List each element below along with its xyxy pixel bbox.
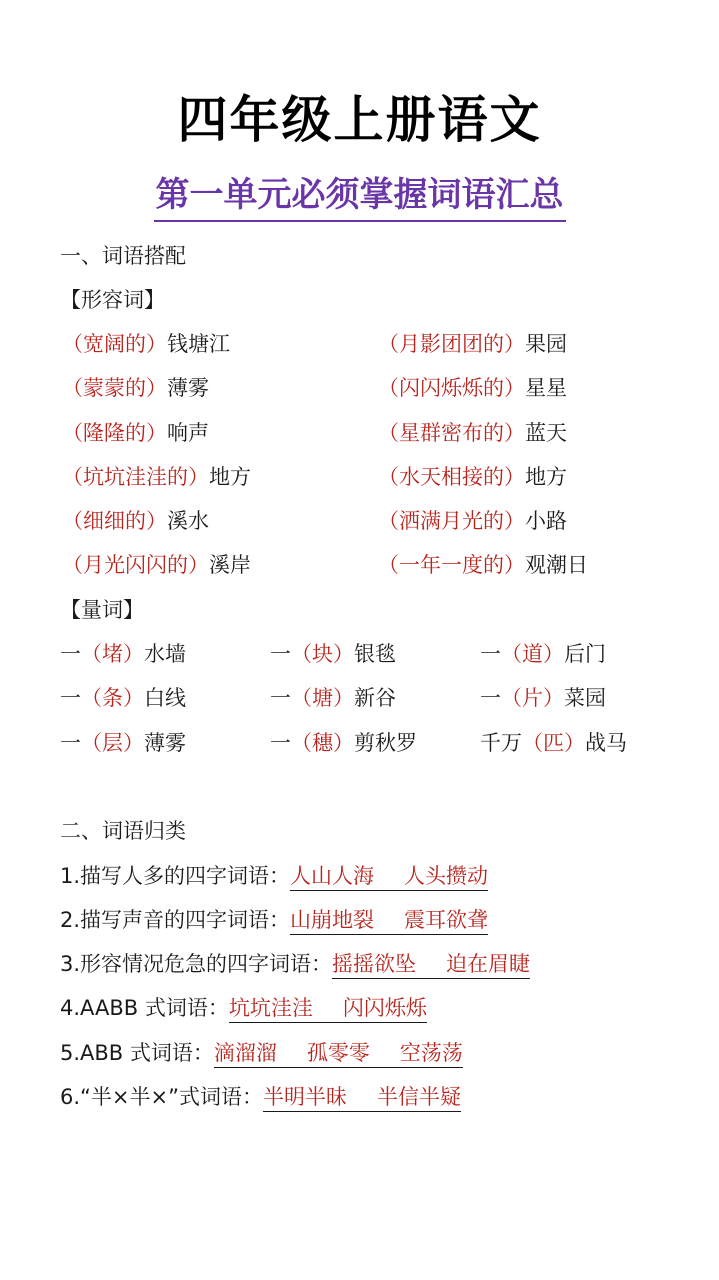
measure-item: 千万（匹）战马 — [480, 731, 627, 755]
classification-item — [60, 905, 488, 935]
measure-item: 一（条）白线 — [60, 686, 186, 710]
adjective-row — [0, 329, 719, 359]
adjective-item-left: （宽阔的）钱塘江 — [62, 332, 230, 356]
classification-label: 1.描写人多的四字词语： — [60, 864, 291, 888]
classification-label: 4.AABB 式词语： — [60, 996, 229, 1020]
answer-word: 坑坑洼洼 — [228, 996, 313, 1020]
page-subtitle: 第一单元必须掌握词语汇总 — [154, 172, 566, 222]
classification-label: 2.描写声音的四字词语： — [60, 908, 291, 932]
adjective-row — [0, 550, 719, 580]
classification-label: 3.形容情况危急的四字词语： — [60, 952, 333, 976]
answer-line — [263, 1083, 461, 1112]
classification-label: 5.ABB 式词语： — [60, 1041, 214, 1065]
answer-line — [332, 950, 530, 979]
adjective-label: 【形容词】 — [60, 288, 165, 312]
answer-word: 摇摇欲坠 — [332, 952, 417, 976]
subtitle-wrap — [0, 172, 719, 222]
answer-word: 人头攒动 — [404, 864, 489, 888]
answer-word: 山崩地裂 — [290, 908, 375, 932]
section-heading-collocation: 一、词语搭配 — [60, 244, 186, 268]
adjective-item-left: （细细的）溪水 — [62, 509, 209, 533]
adjective-item-right: （月影团团的）果园 — [378, 332, 567, 356]
adjective-item-right: （一年一度的）观潮日 — [378, 553, 588, 577]
classification-item — [60, 993, 427, 1023]
measure-item: 一（块）银毯 — [270, 642, 396, 666]
measure-word-label: 【量词】 — [60, 598, 144, 622]
adjective-item-left: （月光闪闪的）溪岸 — [62, 553, 251, 577]
measure-item: 一（塘）新谷 — [270, 686, 396, 710]
page-title: 四年级上册语文 — [177, 91, 542, 149]
answer-word: 孤零零 — [306, 1041, 370, 1065]
adjective-item-left: （蒙蒙的）薄雾 — [62, 376, 209, 400]
adjective-item-right: （水天相接的）地方 — [378, 465, 567, 489]
adjective-item-left: （隆隆的）响声 — [62, 421, 209, 445]
classification-item — [60, 1038, 463, 1068]
answer-word: 迫在眉睫 — [446, 952, 531, 976]
answer-word: 震耳欲聋 — [404, 908, 489, 932]
measure-item: 一（穗）剪秋罗 — [270, 731, 417, 755]
answer-word: 人山人海 — [290, 864, 375, 888]
measure-row — [0, 683, 719, 713]
measure-item: 一（堵）水墙 — [60, 642, 186, 666]
measure-item: 一（片）菜园 — [480, 686, 606, 710]
adjective-item-right: （闪闪烁烁的）星星 — [378, 376, 567, 400]
answer-word: 滴溜溜 — [213, 1041, 277, 1065]
adjective-row — [0, 373, 719, 403]
adjective-item-left: （坑坑洼洼的）地方 — [62, 465, 251, 489]
answer-line — [214, 1039, 463, 1068]
classification-item — [60, 949, 530, 979]
answer-word: 空荡荡 — [399, 1041, 463, 1065]
answer-line — [229, 994, 427, 1023]
measure-item: 一（道）后门 — [480, 642, 606, 666]
adjective-item-right: （洒满月光的）小路 — [378, 509, 567, 533]
measure-item: 一（层）薄雾 — [60, 731, 186, 755]
adjective-row — [0, 462, 719, 492]
answer-word: 半明半昧 — [263, 1085, 347, 1109]
answer-line — [290, 906, 488, 935]
section-heading-classification: 二、词语归类 — [60, 819, 186, 843]
adjective-row — [0, 506, 719, 536]
answer-word: 半信半疑 — [377, 1085, 461, 1109]
classification-item — [60, 1082, 461, 1112]
measure-row — [0, 728, 719, 758]
classification-item — [60, 861, 488, 891]
measure-row — [0, 639, 719, 669]
adjective-row — [0, 418, 719, 448]
answer-word: 闪闪烁烁 — [342, 996, 427, 1020]
adjective-item-right: （星群密布的）蓝天 — [378, 421, 567, 445]
answer-line — [290, 862, 488, 891]
classification-label: 6.“半×半×”式词语： — [60, 1085, 263, 1109]
